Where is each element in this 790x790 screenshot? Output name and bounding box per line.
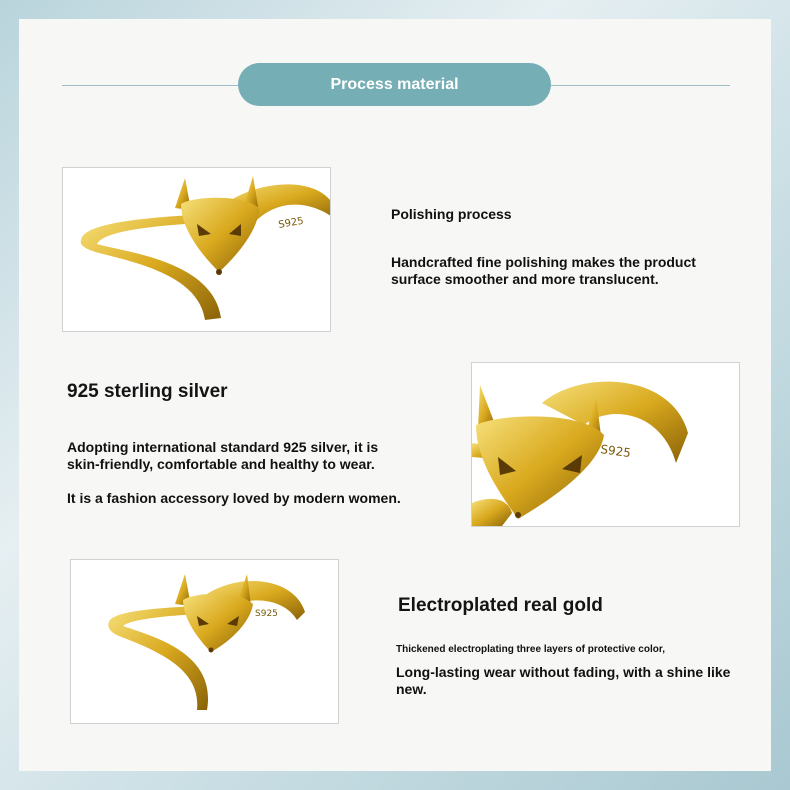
fox-ring-side-image xyxy=(71,560,338,723)
header-divider-right xyxy=(550,85,730,86)
ring-photo-3 xyxy=(70,559,339,724)
engraving-text: S925 xyxy=(277,215,305,231)
section-header-title: Process material xyxy=(330,75,459,93)
gold-body-1: Thickened electroplating three layers of protective color, xyxy=(396,644,665,655)
gold-body-2: Long-lasting wear without fading, with a shine like new. xyxy=(396,664,731,697)
fox-ring-closeup-image xyxy=(472,363,739,526)
header-divider-left xyxy=(62,85,240,86)
section-header-pill xyxy=(238,63,551,106)
engraving-text: S925 xyxy=(599,442,632,461)
gold-title: Electroplated real gold xyxy=(398,595,603,616)
polishing-title: Polishing process xyxy=(391,206,512,222)
ring-photo-2 xyxy=(471,362,740,527)
fox-ring-image xyxy=(63,168,330,331)
ring-photo-1 xyxy=(62,167,331,332)
silver-body-1: Adopting international standard 925 silver, it is skin-friendly, comfortable and healthy to wear. xyxy=(67,439,379,472)
polishing-body: Handcrafted fine polishing makes the product surface smoother and more translucent. xyxy=(391,254,696,287)
engraving-text: S925 xyxy=(255,609,278,619)
silver-title: 925 sterling silver xyxy=(67,381,228,402)
silver-body-2: It is a fashion accessory loved by modern women. xyxy=(67,490,401,506)
